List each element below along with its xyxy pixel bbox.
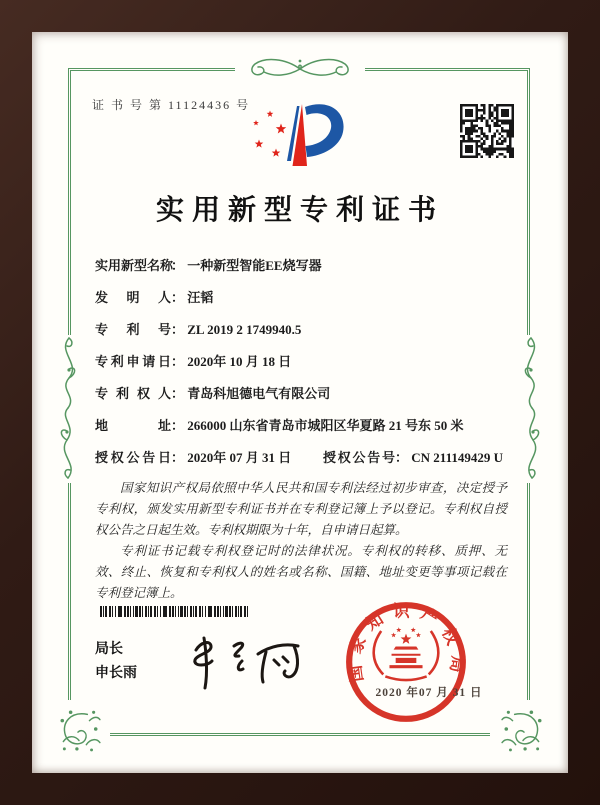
seal-date: 2020 年07 月 31 日 — [375, 687, 483, 699]
national-emblem-icon — [374, 627, 439, 680]
certificate-title: 实用新型专利证书 — [155, 195, 444, 226]
handwritten-signature — [182, 630, 317, 694]
field-label: 专利号 — [95, 322, 171, 337]
field-row-patentee: 专利权人： 青岛科旭德电气有限公司 — [95, 386, 331, 401]
field-label: 实用新型名称 — [95, 258, 174, 273]
field-row-grant-date: 授权公告日： 2020年 07 月 31 日 授权公告号： CN 211149429 U — [95, 450, 503, 465]
field-value: 266000 山东省青岛市城阳区华夏路 21 号东 50 米 — [187, 418, 464, 433]
qr-code — [460, 103, 514, 159]
official-seal — [344, 600, 468, 724]
field-row-address: 地址： 266000 山东省青岛市城阳区华夏路 21 号东 50 米 — [95, 418, 464, 433]
inner-border-bottom — [100, 733, 502, 736]
field-value: CN 211149429 U — [411, 450, 503, 465]
signer-title: 局长 — [95, 642, 123, 657]
field-row-name: 实用新型名称： 一种新型智能EE烧写器 — [95, 258, 322, 273]
field-row-filing-date: 专利申请日： 2020年 10 月 18 日 — [95, 354, 292, 369]
legal-text — [95, 478, 507, 604]
field-value: ZL 2019 2 1749940.5 — [187, 322, 302, 337]
signer-block — [95, 638, 137, 686]
field-row-grant-number: 授权公告号： CN 211149429 U — [323, 450, 503, 465]
certificate-paper — [32, 32, 568, 773]
bottom-left-floral-ornament — [56, 706, 102, 752]
cnipa-logo-icon — [250, 94, 350, 179]
field-list — [95, 256, 513, 467]
field-label: 授权公告日 — [95, 450, 171, 465]
field-label: 地址 — [95, 418, 171, 433]
field-label: 发明人 — [95, 290, 171, 305]
left-flourish-ornament — [55, 332, 81, 484]
field-row-patent-number: 专利号： ZL 2019 2 1749940.5 — [95, 322, 302, 337]
certificate-number: 证 书 号 第 11124436 号 — [92, 98, 251, 112]
bottom-right-floral-ornament — [500, 706, 546, 752]
signer-name: 申长雨 — [95, 666, 137, 681]
legal-paragraph: 国家知识产权局依照中华人民共和国专利法经过初步审查，决定授予专利权，颁发实用新型专利证书并在专利登记簿上予以登记。专利权自授权公告之日起生效。专利权期限为十年，自申请日起算。 — [95, 481, 507, 537]
field-label: 授权公告号 — [323, 450, 395, 465]
field-row-inventor: 发明人： 汪韬 — [95, 290, 214, 305]
field-value: 2020年 10 月 18 日 — [187, 354, 292, 369]
legal-paragraph: 专利证书记载专利权登记时的法律状况。专利权的转移、质押、无效、终止、恢复和专利权人的姓名或名称、国籍、地址变更等事项记载在专利登记簿上。 — [95, 544, 507, 600]
field-value: 青岛科旭德电气有限公司 — [187, 386, 331, 401]
field-value: 一种新型智能EE烧写器 — [187, 258, 322, 273]
svg-text:国家知识产权局: 国家知识产权局 — [344, 601, 468, 683]
field-label: 专利权人 — [95, 386, 171, 401]
field-label: 专利申请日 — [95, 354, 171, 369]
field-value: 汪韬 — [187, 290, 214, 305]
field-value: 2020年 07 月 31 日 — [187, 450, 292, 465]
top-flourish-ornament — [225, 55, 375, 83]
right-flourish-ornament — [519, 332, 545, 484]
barcode — [100, 606, 248, 617]
